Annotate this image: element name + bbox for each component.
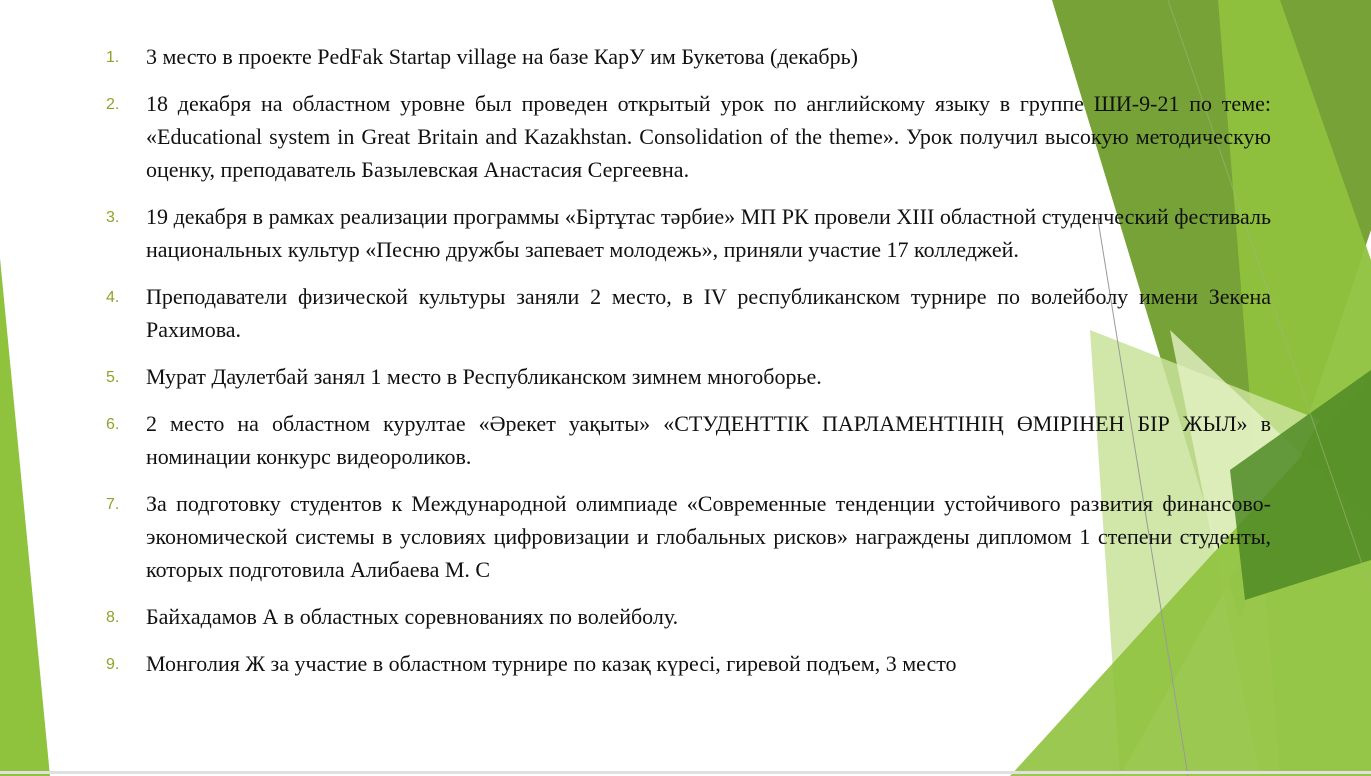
item-text: Преподаватели физической культуры заняли 2 место, в IV республиканском турнире по волейболу имени Зекена Рахимова.: [146, 284, 1271, 342]
item-number: 8.: [106, 609, 120, 626]
list-item: [104, 600, 1271, 633]
item-text: За подготовку студентов к Международной олимпиаде «Современные тенденции устойчивого развития финансово-экономической системы в условиях цифровизации и глобальных рисков» награждены дипломом 1 степени студенты, которых подготовила Алибаева М. С: [146, 491, 1271, 582]
item-text: 18 декабря на областном уровне был проведен открытый урок по английскому языку в группе ШИ-9-21 по теме: «Educational system in Great Britain and Kazakhstan. Consolidation of the theme». Урок получил высокую методическую оценку, преподаватель Базылевская Анастасия Сергеевна.: [146, 91, 1271, 182]
list-item: [104, 407, 1271, 473]
item-number: 7.: [106, 496, 120, 513]
item-text: 19 декабря в рамках реализации программы «Біртұтас тәрбие» МП РК провели XIII областной студенческий фестиваль национальных культур «Песню дружбы запевает молодежь», приняли участие 17 колледжей.: [146, 204, 1271, 262]
item-text: 2 место на областном курултае «Әрекет уақыты» «СТУДЕНТТІК ПАРЛАМЕНТІНІҢ ӨМІРІНЕН БІР ЖЫЛ» в номинации конкурс видеороликов.: [146, 411, 1271, 469]
item-text: Монголия Ж за участие в областном турнире по казақ күресі, гиревой подъем, 3 место: [146, 651, 957, 676]
item-number: 4.: [106, 289, 120, 306]
item-number: 1.: [106, 49, 120, 66]
item-number: 3.: [106, 209, 120, 226]
list-item: [104, 360, 1271, 393]
list-item: [104, 647, 1271, 680]
list-item: [104, 487, 1271, 586]
item-number: 5.: [106, 369, 120, 386]
item-text: Байхадамов А в областных соревнованиях по волейболу.: [146, 604, 679, 629]
list-item: [104, 87, 1271, 186]
left-green-shape: [0, 258, 50, 776]
item-text: 3 место в проекте PedFak Startap village на базе КарУ им Букетова (декабрь): [146, 44, 858, 69]
item-number: 6.: [106, 416, 120, 433]
list-item: [104, 40, 1271, 73]
item-text: Мурат Даулетбай занял 1 место в Республиканском зимнем многоборье.: [146, 364, 822, 389]
item-number: 9.: [106, 656, 120, 673]
list-item: [104, 280, 1271, 346]
achievements-list: [104, 40, 1271, 694]
item-number: 2.: [106, 96, 120, 113]
list-item: [104, 200, 1271, 266]
bottom-border: [0, 771, 1371, 774]
